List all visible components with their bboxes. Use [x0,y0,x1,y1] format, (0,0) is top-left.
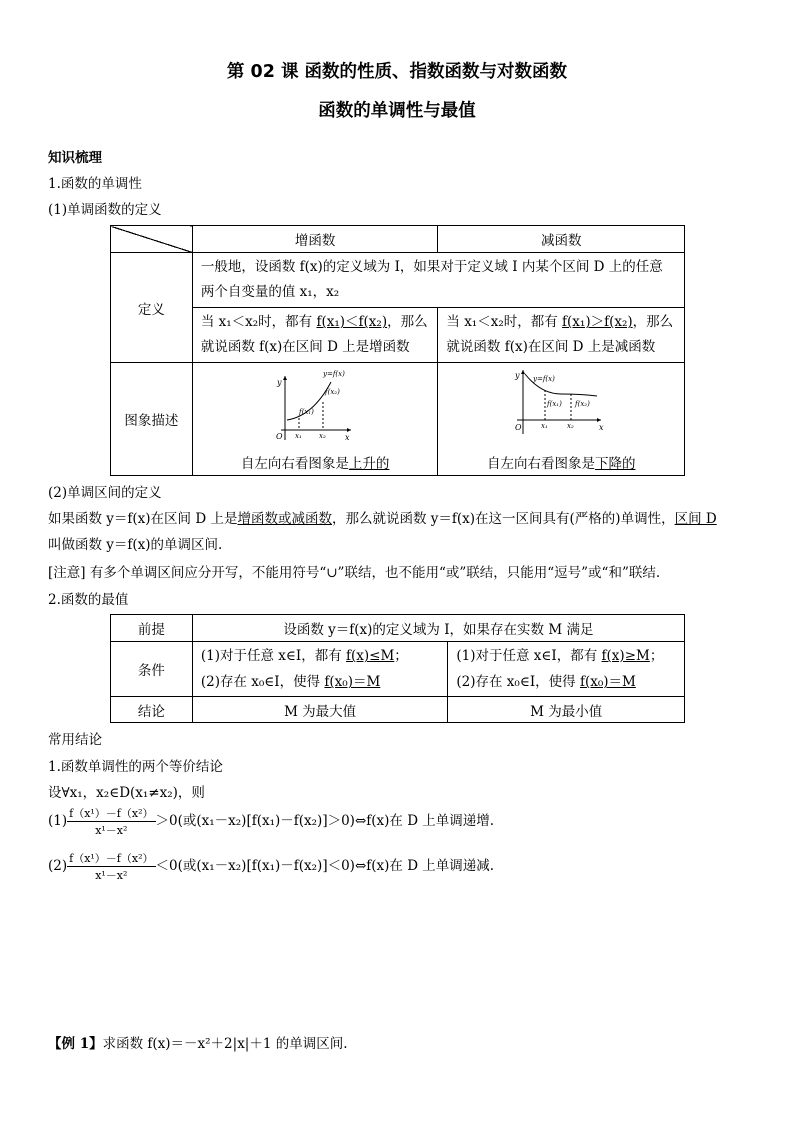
min-conditions: (1)对于任意 x∈I，都有 f(x)≥M； (2)存在 x₀∈I，使得 f(x₀)＝M [448,642,685,697]
extrema-table [110,614,685,723]
premise-text: 设函数 y＝f(x)的定义域为 I，如果存在实数 M 满足 [192,615,684,642]
monotone-table [110,225,685,476]
row-label-definition: 定义 [111,253,193,363]
page-title: 第 02 课 函数的性质、指数函数与对数函数 [226,62,568,82]
graph-inc-y-label: y [277,378,282,387]
section-label-conclusions: 常用结论 [48,732,102,748]
row-label-graph: 图象描述 [111,363,193,476]
heading-equivalent-conclusions: 1.函数单调性的两个等价结论 [48,759,223,775]
page-subtitle: 函数的单调性与最值 [318,101,476,121]
graph-dec-fx1: f(x₁) [547,400,563,408]
graph-inc-fx1: f(x₁) [299,408,314,416]
graph-dec-y-label: y [515,371,520,380]
heading-monotonicity: 1.函数的单调性 [48,176,142,192]
example-1 [48,1032,348,1052]
note-paragraph: [注意] 有多个单调区间应分开写，不能用符号“∪”联结，也不能用“或”联结，只能用“逗号”或“和”联结. [48,565,661,581]
graph-decreasing-cell [438,363,685,476]
graph-inc-x1: x₁ [295,432,302,440]
increasing-graph [265,368,365,444]
graph-inc-curve-label: y=f(x) [323,370,345,378]
let-statement: 设∀x₁，x₂∈D(x₁≠x₂)，则 [48,785,205,801]
section-label-knowledge: 知识梳理 [48,150,102,166]
caption-decreasing: 自左向右看图象是下降的 [486,456,636,472]
graph-dec-fx2: f(x₂) [575,400,591,408]
definition-increasing: 当 x₁＜x₂时，都有 f(x₁)＜f(x₂)，那么就说函数 f(x)在区间 D 上是增函数 [192,308,438,363]
formula-increasing: (1) $\frac{\text{f（x¹）－f（x²）}}{\text{x¹－x²}}$ ＞0(或(x₁－x₂)[f(x₁)－f(x₂)]＞0)⇔f(x)在 D 上单调递增. [48,807,495,837]
header-increasing: 增函数 [192,226,438,253]
graph-dec-curve-label: y=f(x) [533,375,556,383]
graph-dec-x2: x₂ [567,422,574,430]
example-text: 求函数 f(x)＝－x²＋2|x|＋1 的单调区间. [102,1036,348,1052]
definition-decreasing: 当 x₁＜x₂时，都有 f(x₁)＞f(x₂)，那么就说函数 f(x)在区间 D 上是减函数 [438,308,685,363]
graph-increasing-cell [192,363,438,476]
max-conditions: (1)对于任意 x∈I，都有 f(x)≤M； (2)存在 x₀∈I，使得 f(x₀)＝M [192,642,448,697]
graph-inc-origin: O [276,432,283,441]
max-conclusion: M 为最大值 [192,697,448,723]
graph-inc-x2: x₂ [319,432,326,440]
heading-monotone-def: (1)单调函数的定义 [48,202,162,218]
corner-cell [111,226,193,253]
row-label-conclusion: 结论 [111,697,193,723]
interval-def-line2: 叫做函数 y＝f(x)的单调区间. [48,537,223,553]
graph-inc-x-label: x [345,433,350,442]
graph-dec-x1: x₁ [541,422,548,430]
graph-dec-x-label: x [599,423,604,432]
heading-extrema: 2.函数的最值 [48,592,129,608]
heading-monotone-interval: (2)单调区间的定义 [48,485,162,501]
interval-def-line1: 如果函数 y＝f(x)在区间 D 上是增函数或减函数，那么就说函数 y＝f(x)在这一区间具有(严格的)单调性，区间 D [48,511,717,527]
min-conclusion: M 为最小值 [448,697,685,723]
graph-inc-fx2: f(x₂) [325,388,340,396]
definition-common: 一般地，设函数 f(x)的定义域为 I，如果对于定义域 I 内某个区间 D 上的任意两个自变量的值 x₁，x₂ [192,253,684,308]
example-tag: 【例 1】 [48,1036,103,1052]
fraction-1: $\frac{\text{f（x¹）－f（x²）}}{\text{x¹－x²}}$ [69,807,154,837]
header-decreasing: 减函数 [438,226,685,253]
fraction-2: $\frac{\text{f（x¹）－f（x²）}}{\text{x¹－x²}}$ [69,852,154,882]
row-label-condition: 条件 [111,642,193,697]
graph-dec-origin: O [515,423,522,432]
decreasing-graph [511,368,611,444]
row-label-premise: 前提 [111,615,193,642]
caption-increasing: 自左向右看图象是上升的 [240,456,390,472]
formula-decreasing: (2) $\frac{\text{f（x¹）－f（x²）}}{\text{x¹－x²}}$ ＜0(或(x₁－x₂)[f(x₁)－f(x₂)]＜0)⇔f(x)在 D 上单调递减. [48,852,495,882]
